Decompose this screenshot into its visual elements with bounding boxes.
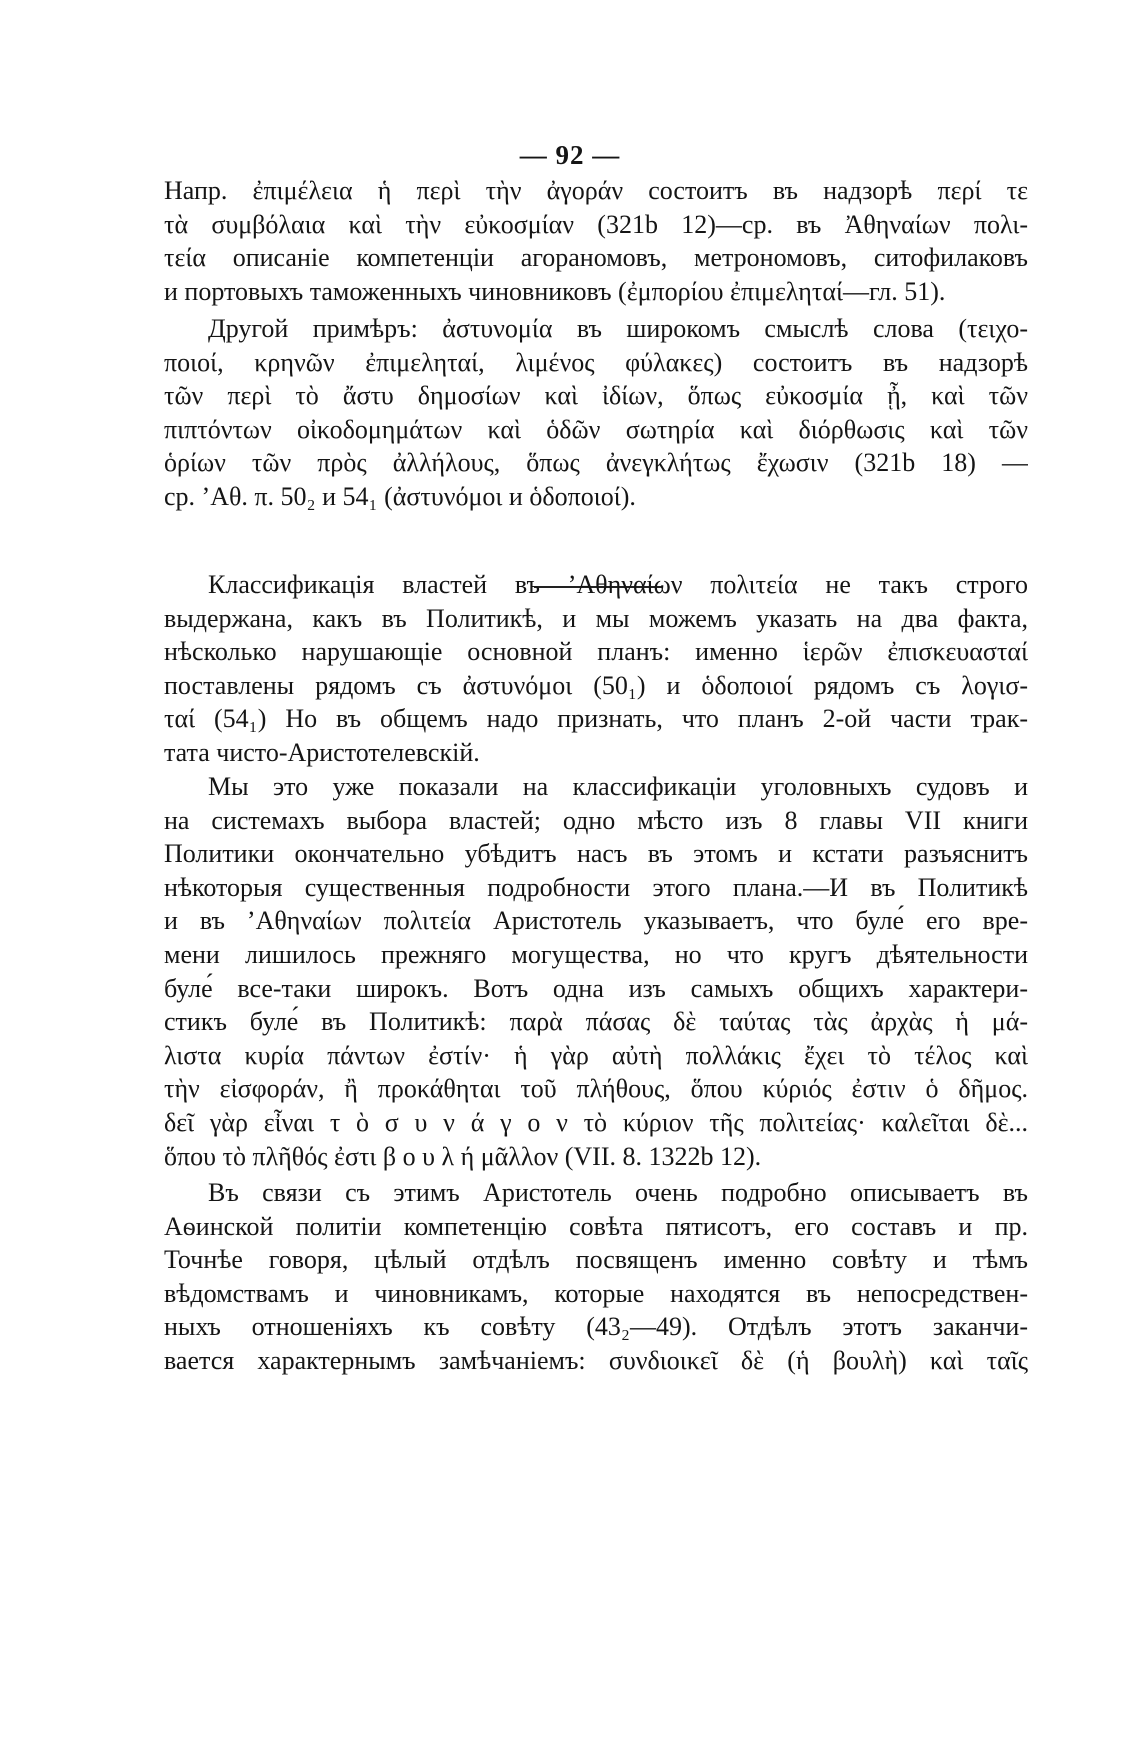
text-line: Точнѣе говоря, цѣлый отдѣлъ посвященъ именно совѣту и тѣмъ <box>164 1245 1028 1275</box>
text-line: ὁρίων τῶν πρὸς ἀλλήλους, ὅπως ἀνεγκλήτως ἔχωσιν (321b 18) — <box>164 448 1028 478</box>
text-line: τῶν περὶ τὸ ἄστυ δημοσίων καὶ ἰδίων, ὅπως εὐκοσμία ᾖ, καὶ τῶν <box>164 381 1028 411</box>
text-line: поставлены рядомъ съ ἀστυνόμοι (50₁) и ὁδοποιοί рядомъ съ λογισ- <box>164 670 1028 700</box>
text-line: ποιοί, κρηνῶν ἐπιμεληταί, λιμένος φύλακες) состоитъ въ надзорѣ <box>164 347 1028 377</box>
text-line: Политики окончательно убѣдитъ насъ въ этомъ и кстати разъяснитъ <box>164 839 1028 869</box>
text-line: на системахъ выбора властей; одно мѣсто изъ 8 главы VII книги <box>164 805 1028 835</box>
text-line: ταί (54₁) Но въ общемъ надо признать, что планъ 2-ой части трак- <box>164 704 1028 734</box>
text-line: вается характернымъ замѣчаніемъ: συνδιοικεῖ δὲ (ἡ βουλὴ) καὶ ταῖς <box>164 1345 1028 1375</box>
text-line: тата чисто-Аристотелевскій. <box>164 737 480 767</box>
text-line: ὅπου τὸ πλῆθός ἐστι β ο υ λ ή μᾶλλον (VII. 8. 1322b 12). <box>164 1141 762 1171</box>
text-line: ср. ’Αθ. π. 50₂ и 54₁ (ἀστυνόμοι и ὁδοποιοί). <box>164 481 636 511</box>
text-line: мени лишилось прежняго могущества, но что кругъ дѣятельности <box>164 939 1028 969</box>
text-line: стикъ буле́ въ Политикѣ: παρὰ πάσας δὲ ταύτας τὰς ἀρχὰς ἡ μά- <box>164 1007 1028 1037</box>
text-line: Мы это уже показали на классификаціи уголовныхъ судовъ и <box>208 772 1028 801</box>
paragraph-3 <box>164 568 1028 770</box>
paragraph-1 <box>164 174 1028 308</box>
text-line: выдержана, какъ въ Политикѣ, и мы можемъ указать на два факта, <box>164 603 1028 633</box>
text-line: δεῖ γὰρ εἶναι τ ὸ σ υ ν ά γ ο ν τὸ κύριον τῆς πολιτείας· καλεῖται δὲ... <box>164 1107 1028 1137</box>
text-line: τεία описаніе компетенціи агораномовъ, метрономовъ, ситофилаковъ <box>164 243 1028 273</box>
text-line: Другой примѣръ: ἀστυνομία въ широкомъ смыслѣ слова (τειχο- <box>208 314 1028 343</box>
page-number: — 92 — <box>519 140 621 170</box>
text-line: Классификація властей въ ’Αθηναίων πολιτεία не такъ строго <box>208 570 1028 599</box>
text-line: вѣдомствамъ и чиновникамъ, которые находятся въ непосредствен- <box>164 1278 1028 1308</box>
text-line: ныхъ отношеніяхъ къ совѣту (43₂—49). Отдѣлъ этотъ заканчи- <box>164 1312 1028 1342</box>
text-line: и въ ’Αθηναίων πολιτεία Аристотель указываетъ, что буле́ его вре- <box>164 906 1028 936</box>
paragraph-5 <box>164 1176 1028 1378</box>
text-line: нѣсколько нарушающіе основной планъ: именно ἱερῶν ἐπισκευασταί <box>164 637 1028 667</box>
paragraph-2 <box>164 312 1028 514</box>
text-line: Въ связи съ этимъ Аристотель очень подробно описываетъ въ <box>208 1178 1028 1207</box>
text-line: буле́ все-таки широкъ. Вотъ одна изъ самыхъ общихъ характери- <box>164 973 1028 1003</box>
text-line: τὴν εἰσφοράν, ἢ προκάθηται τοῦ πλήθους, ὅπου κύριός ἐστιν ὁ δῆμος. <box>164 1074 1028 1104</box>
paragraph-4 <box>164 770 1028 1173</box>
text-line: Напр. ἐπιμέλεια ἡ περὶ τὴν ἀγοράν состоитъ въ надзорѣ περί τε <box>164 176 1028 205</box>
text-line: Аѳинской политіи компетенцію совѣта пятисотъ, его составъ и пр. <box>164 1211 1028 1241</box>
text-line: τὰ συμβόλαια καὶ τὴν εὐκοσμίαν (321b 12)—ср. въ Ἀθηναίων πολι- <box>164 209 1028 239</box>
text-line: нѣкоторыя существенныя подробности этого плана.—И въ Политикѣ <box>164 872 1028 902</box>
text-line: λιστα κυρία πάντων ἐστίν· ἡ γὰρ αὐτὴ πολλάκις ἔχει τὸ τέλος καὶ <box>164 1040 1028 1070</box>
text-line: и портовыхъ таможенныхъ чиновниковъ (ἐμπορίου ἐπιμεληταί—гл. 51). <box>164 276 946 306</box>
text-line: πιπτόντων οἰκοδομημάτων καὶ ὁδῶν σωτηρία καὶ διόρθωσις καὶ τῶν <box>164 414 1028 444</box>
